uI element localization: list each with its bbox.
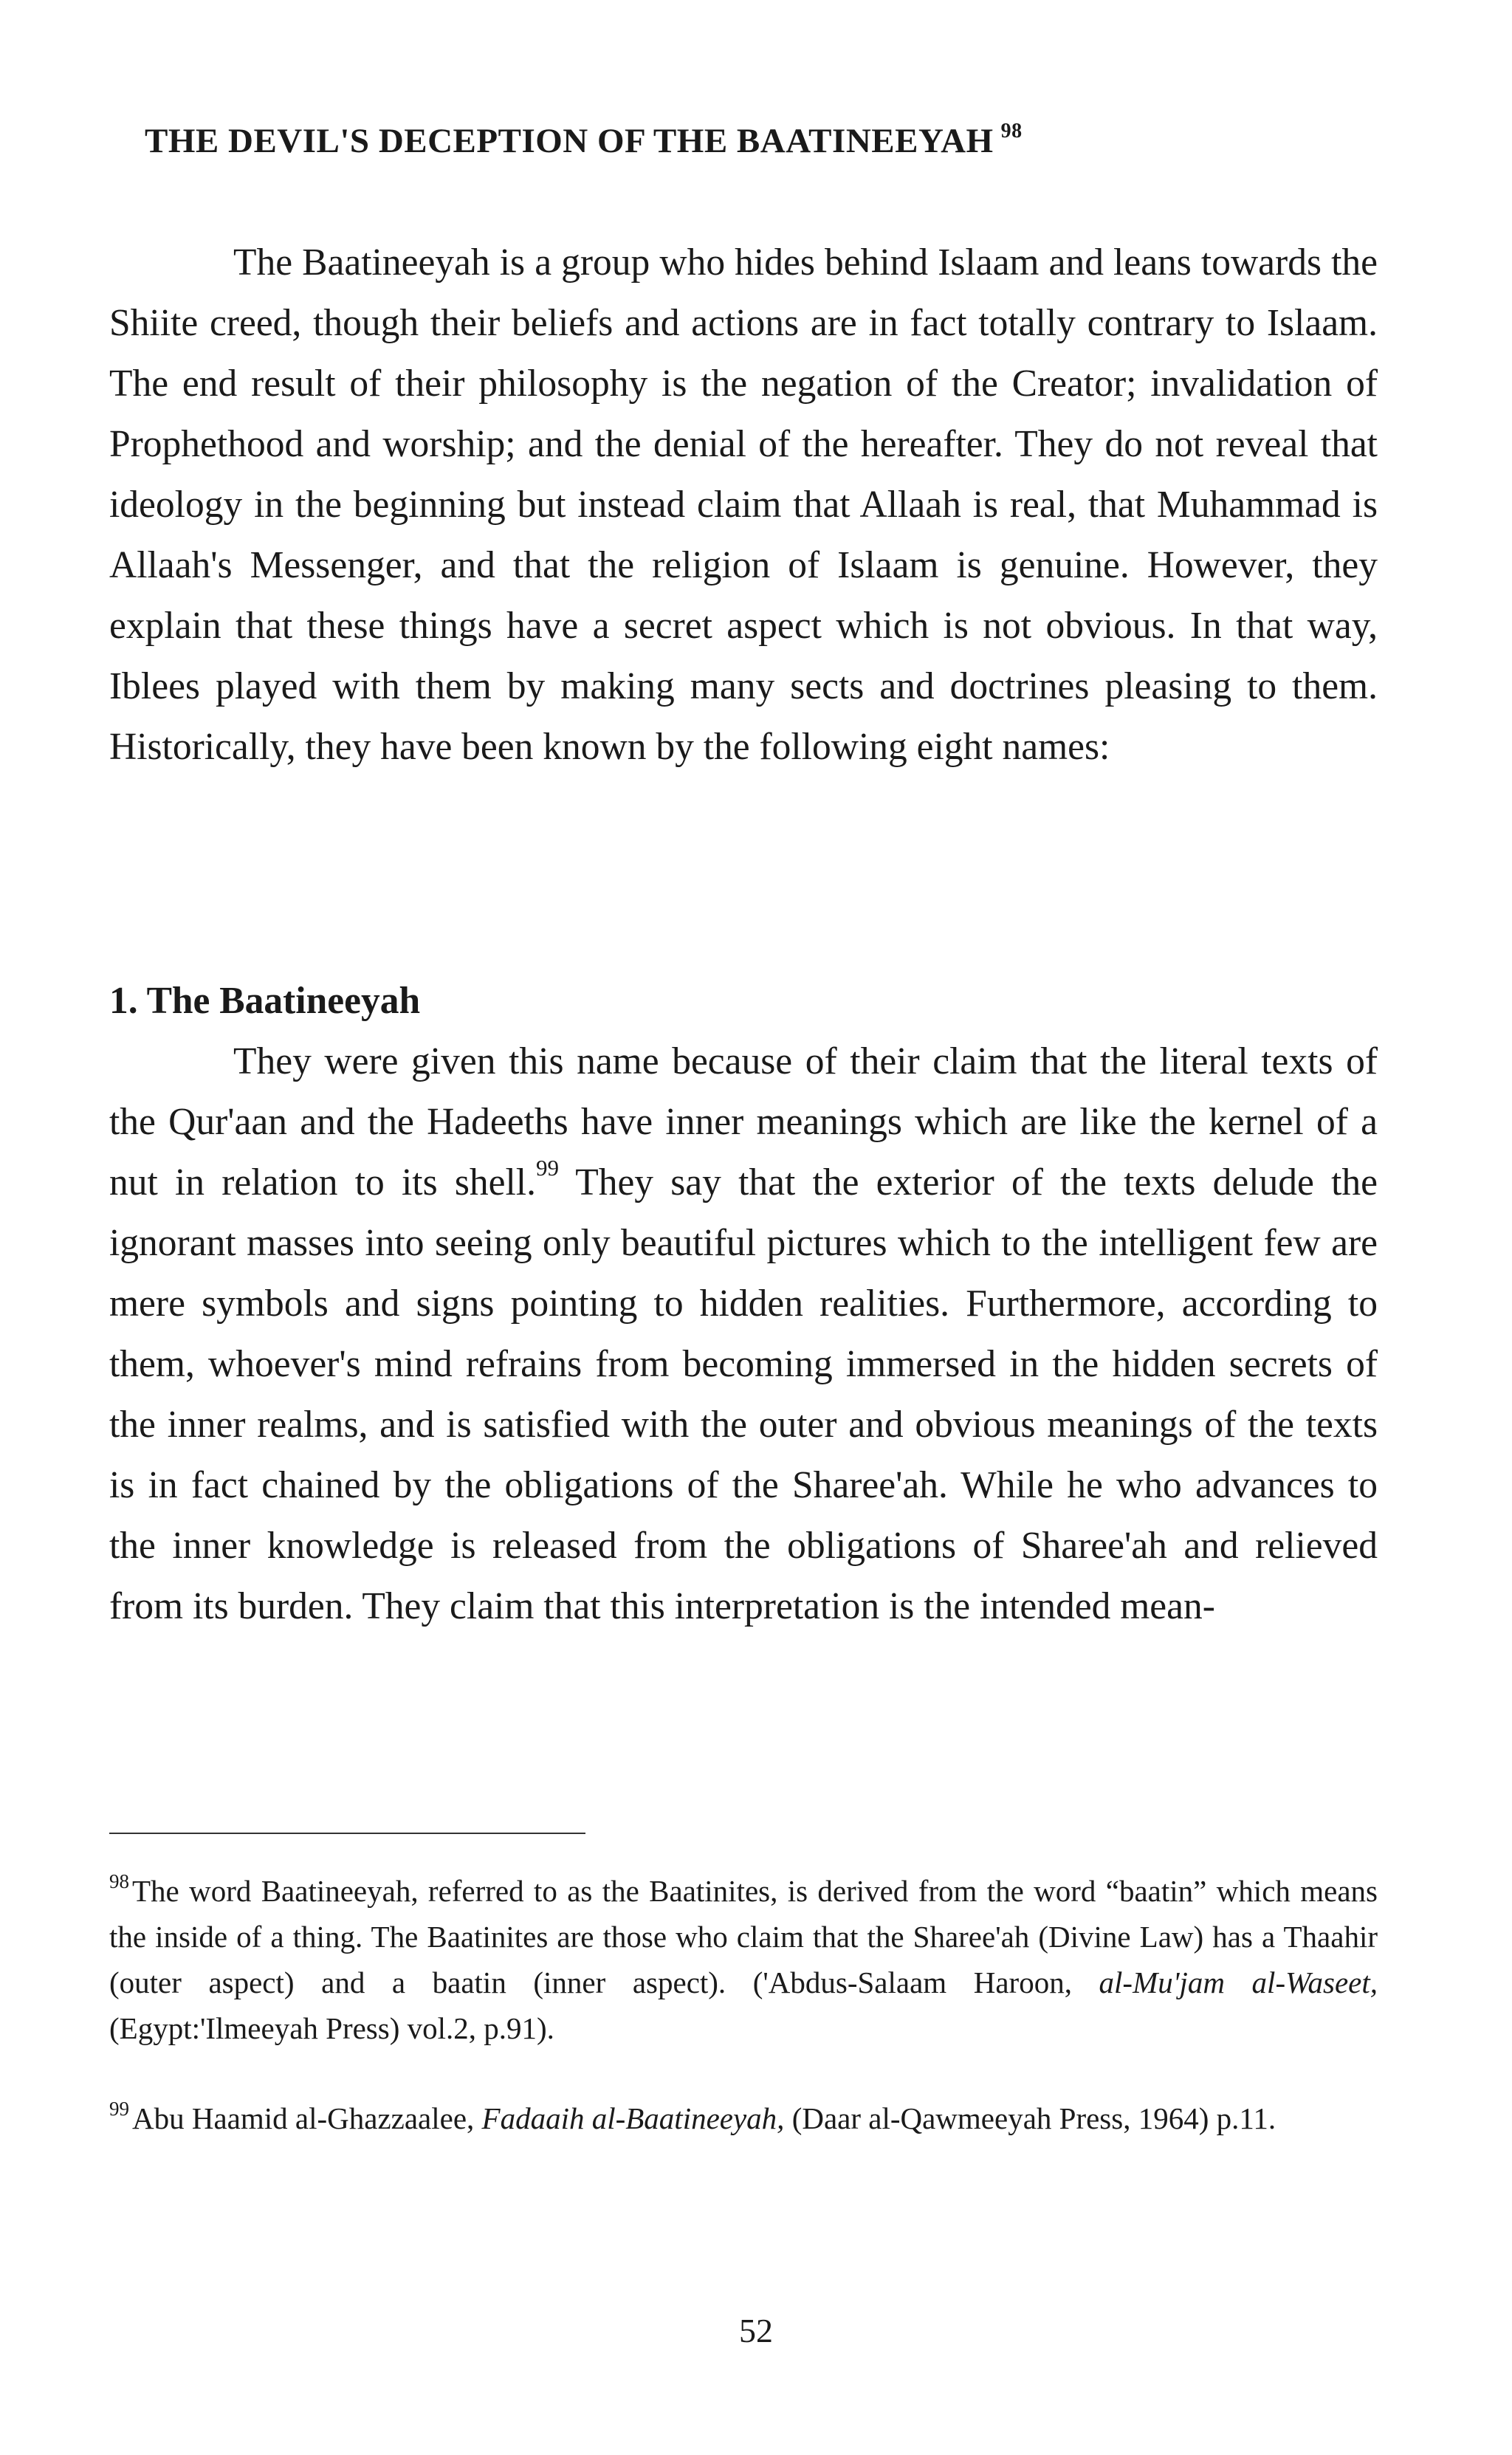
intro-paragraph [109,233,1378,777]
footnote-99 [109,2095,1378,2141]
footnote-98-text-2: (Egypt:'Ilmeeyah Press) vol.2, p.91). [109,2011,554,2045]
chapter-title: THE DEVIL'S DECEPTION OF THE BAATINEEYAH [145,122,994,160]
page-number: 52 [739,2312,773,2349]
section-paragraph [109,1031,1378,1637]
footnote-99-italic: Fadaaih al-Baatineeyah, [481,2101,785,2135]
footnote-98 [109,1868,1378,2051]
footnote-99-text-2: (Daar al-Qawmeeyah Press, 1964) p.11. [784,2101,1276,2135]
section-text-part-1: They were given this name because of their claim that the literal texts of the Qur'aan and the Hadeeths have inner meanings which are like the kernel of a nut in relation to its shell. [109,1040,1378,1204]
chapter-heading [145,120,1023,161]
footnote-98-number: 98 [109,1870,129,1892]
footnote-98-text-1: The word Baatineeyah, referred to as the Baatinites, is derived from the word “baatin” which means the inside of a thing. The Baatinites are those who claim that the Sharee'ah (Divine Law) has a Thaahir (outer aspect) and a baatin (inner aspect). ('Abdus-Salaam Haroon, [109,1874,1378,1999]
footnote-99-text-1: Abu Haamid al-Ghazzaalee, [132,2101,482,2135]
footnote-98-italic: al-Mu'jam al-Waseet, [1099,1965,1378,1999]
intro-paragraph-text: The Baatineeyah is a group who hides behind Islaam and leans towards the Shiite creed, though their beliefs and actions are in fact totally contrary to Islaam. The end result of their philosophy is the negation of the Creator; invalidation of Prophethood and worship; and the denial of the hereafter. They do not reveal that ideology in the beginning but instead claim that Allaah is real, that Muhammad is Allaah's Messenger, and that the religion of Islaam is genuine. However, they explain that these things have a secret aspect which is not obvious. In that way, Iblees played with them by making many sects and doctrines pleasing to them. Historically, they have been known by the following eight names: [109,241,1378,768]
heading-footnote-ref: 98 [1000,120,1023,143]
section-text-part-2: They say that the exterior of the texts delude the ignorant masses into seeing only beautiful pictures which to the intelligent few are mere symbols and signs pointing to hidden realities. Furthermore, according to them, whoever's mind refrains from becoming immersed in the hidden secrets of the inner realms, and is satisfied with the outer and obvious meanings of the texts is in fact chained by the obligations of the Sharee'ah. While he who advances to the inner knowledge is released from the obligations of Sharee'ah and relieved from its burden. They claim that this interpretation is the intended mean- [109,1161,1378,1627]
footnote-divider [109,1833,585,1834]
section-heading: 1. The Baatineeyah [109,980,421,1022]
footnote-99-number: 99 [109,2098,129,2120]
section-footnote-ref: 99 [535,1155,559,1181]
